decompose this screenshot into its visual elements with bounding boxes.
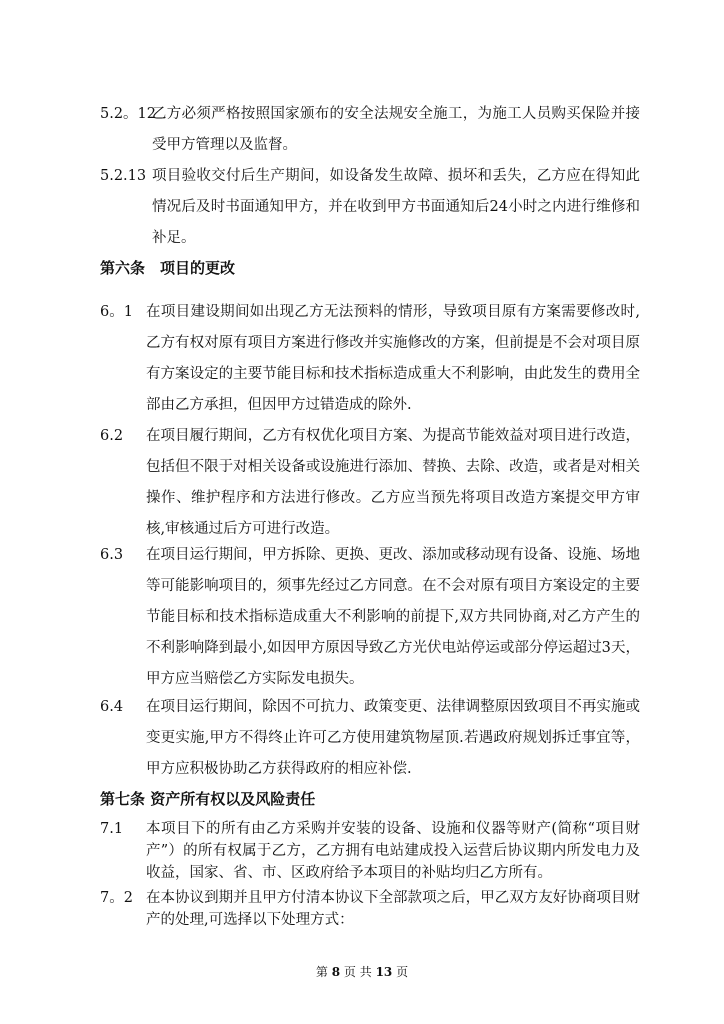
clause-6-4 xyxy=(100,692,640,785)
clause-number: 6.4 xyxy=(100,699,124,715)
total-pages: 13 xyxy=(375,965,393,979)
clause-text: 本项目下的所有由乙方采购并安装的设备、设施和仪器等财产(简称“项目财产”）的所有权属于乙方，乙方拥有电站建成投入运营后协议期内所发电力及收益，国家、省、市、区政府给予本项目的补贴均归乙方所有。 xyxy=(146,821,640,881)
clause-number: 6.2 xyxy=(100,428,124,444)
clause-number: 5.2.13 xyxy=(100,168,147,184)
clause-text: 在项目建设期间如出现乙方无法预料的情形，导致项目原有方案需要修改时,乙方有权对原有项目方案进行修改并实施修改的方案，但前提是不会对项目原有方案设定的主要节能目标和技术指标造成重大不利影响，由此发生的费用全部由乙方承担，但因甲方过错造成的除外. xyxy=(146,304,640,413)
clause-5-2-13 xyxy=(100,161,640,254)
page-number: 8 xyxy=(331,965,341,979)
clause-number: 6.3 xyxy=(100,547,124,563)
clause-7-2 xyxy=(100,887,640,931)
clause-5-2-12 xyxy=(100,99,640,161)
footer-prefix: 第 xyxy=(315,965,328,979)
clause-text: 乙方必须严格按照国家颁布的安全法规安全施工，为施工人员购买保险并接受甲方管理以及监督。 xyxy=(152,106,640,153)
page-footer xyxy=(0,964,724,980)
footer-suffix: 页 xyxy=(396,965,409,979)
section-6-heading: 第六条 项目的更改 xyxy=(100,259,236,277)
clause-text: 在项目运行期间，除因不可抗力、政策变更、法律调整原因致项目不再实施或变更实施,甲方不得终止许可乙方使用建筑物屋顶.若遇政府规划拆迁事宜等，甲方应积极协助乙方获得政府的相应补偿. xyxy=(146,699,640,777)
clause-text: 在项目履行期间，乙方有权优化项目方案、为提高节能效益对项目进行改造，包括但不限于对相关设备或设施进行添加、替换、去除、改造，或者是对相关操作、维护程序和方法进行修改。乙方应当预先将项目改造方案提交甲方审核,审核通过后方可进行改造。 xyxy=(146,428,640,537)
clause-number: 7.1 xyxy=(100,821,124,837)
clause-text: 在本协议到期并且甲方付清本协议下全部款项之后，甲乙双方友好协商项目财产的处理,可选择以下处理方式： xyxy=(146,890,640,928)
clause-text: 项目验收交付后生产期间，如设备发生故障、损坏和丢失，乙方应在得知此情况后及时书面通知甲方，并在收到甲方书面通知后24小时之内进行维修和补足。 xyxy=(152,168,640,246)
clause-text: 在项目运行期间，甲方拆除、更换、更改、添加或移动现有设备、设施、场地等可能影响项目的，须事先经过乙方同意。在不会对原有项目方案设定的主要节能目标和技术指标造成重大不利影响的前提下,双方共同协商,对乙方产生的不利影响降到最小,如因甲方原因导致乙方光伏电站停运或部分停运超过3天，甲方应当赔偿乙方实际发电损失。 xyxy=(146,547,640,687)
clause-6-1 xyxy=(100,297,640,421)
clause-number: 6。1 xyxy=(100,304,133,320)
clause-6-3 xyxy=(100,540,640,695)
clause-6-2 xyxy=(100,421,640,545)
clause-number: 5.2。12 xyxy=(100,106,157,122)
footer-middle: 页 共 xyxy=(343,965,372,979)
clause-number: 7。2 xyxy=(100,890,133,906)
clause-7-1 xyxy=(100,818,640,884)
section-7-heading: 第七条 资产所有权以及风险责任 xyxy=(100,790,316,808)
